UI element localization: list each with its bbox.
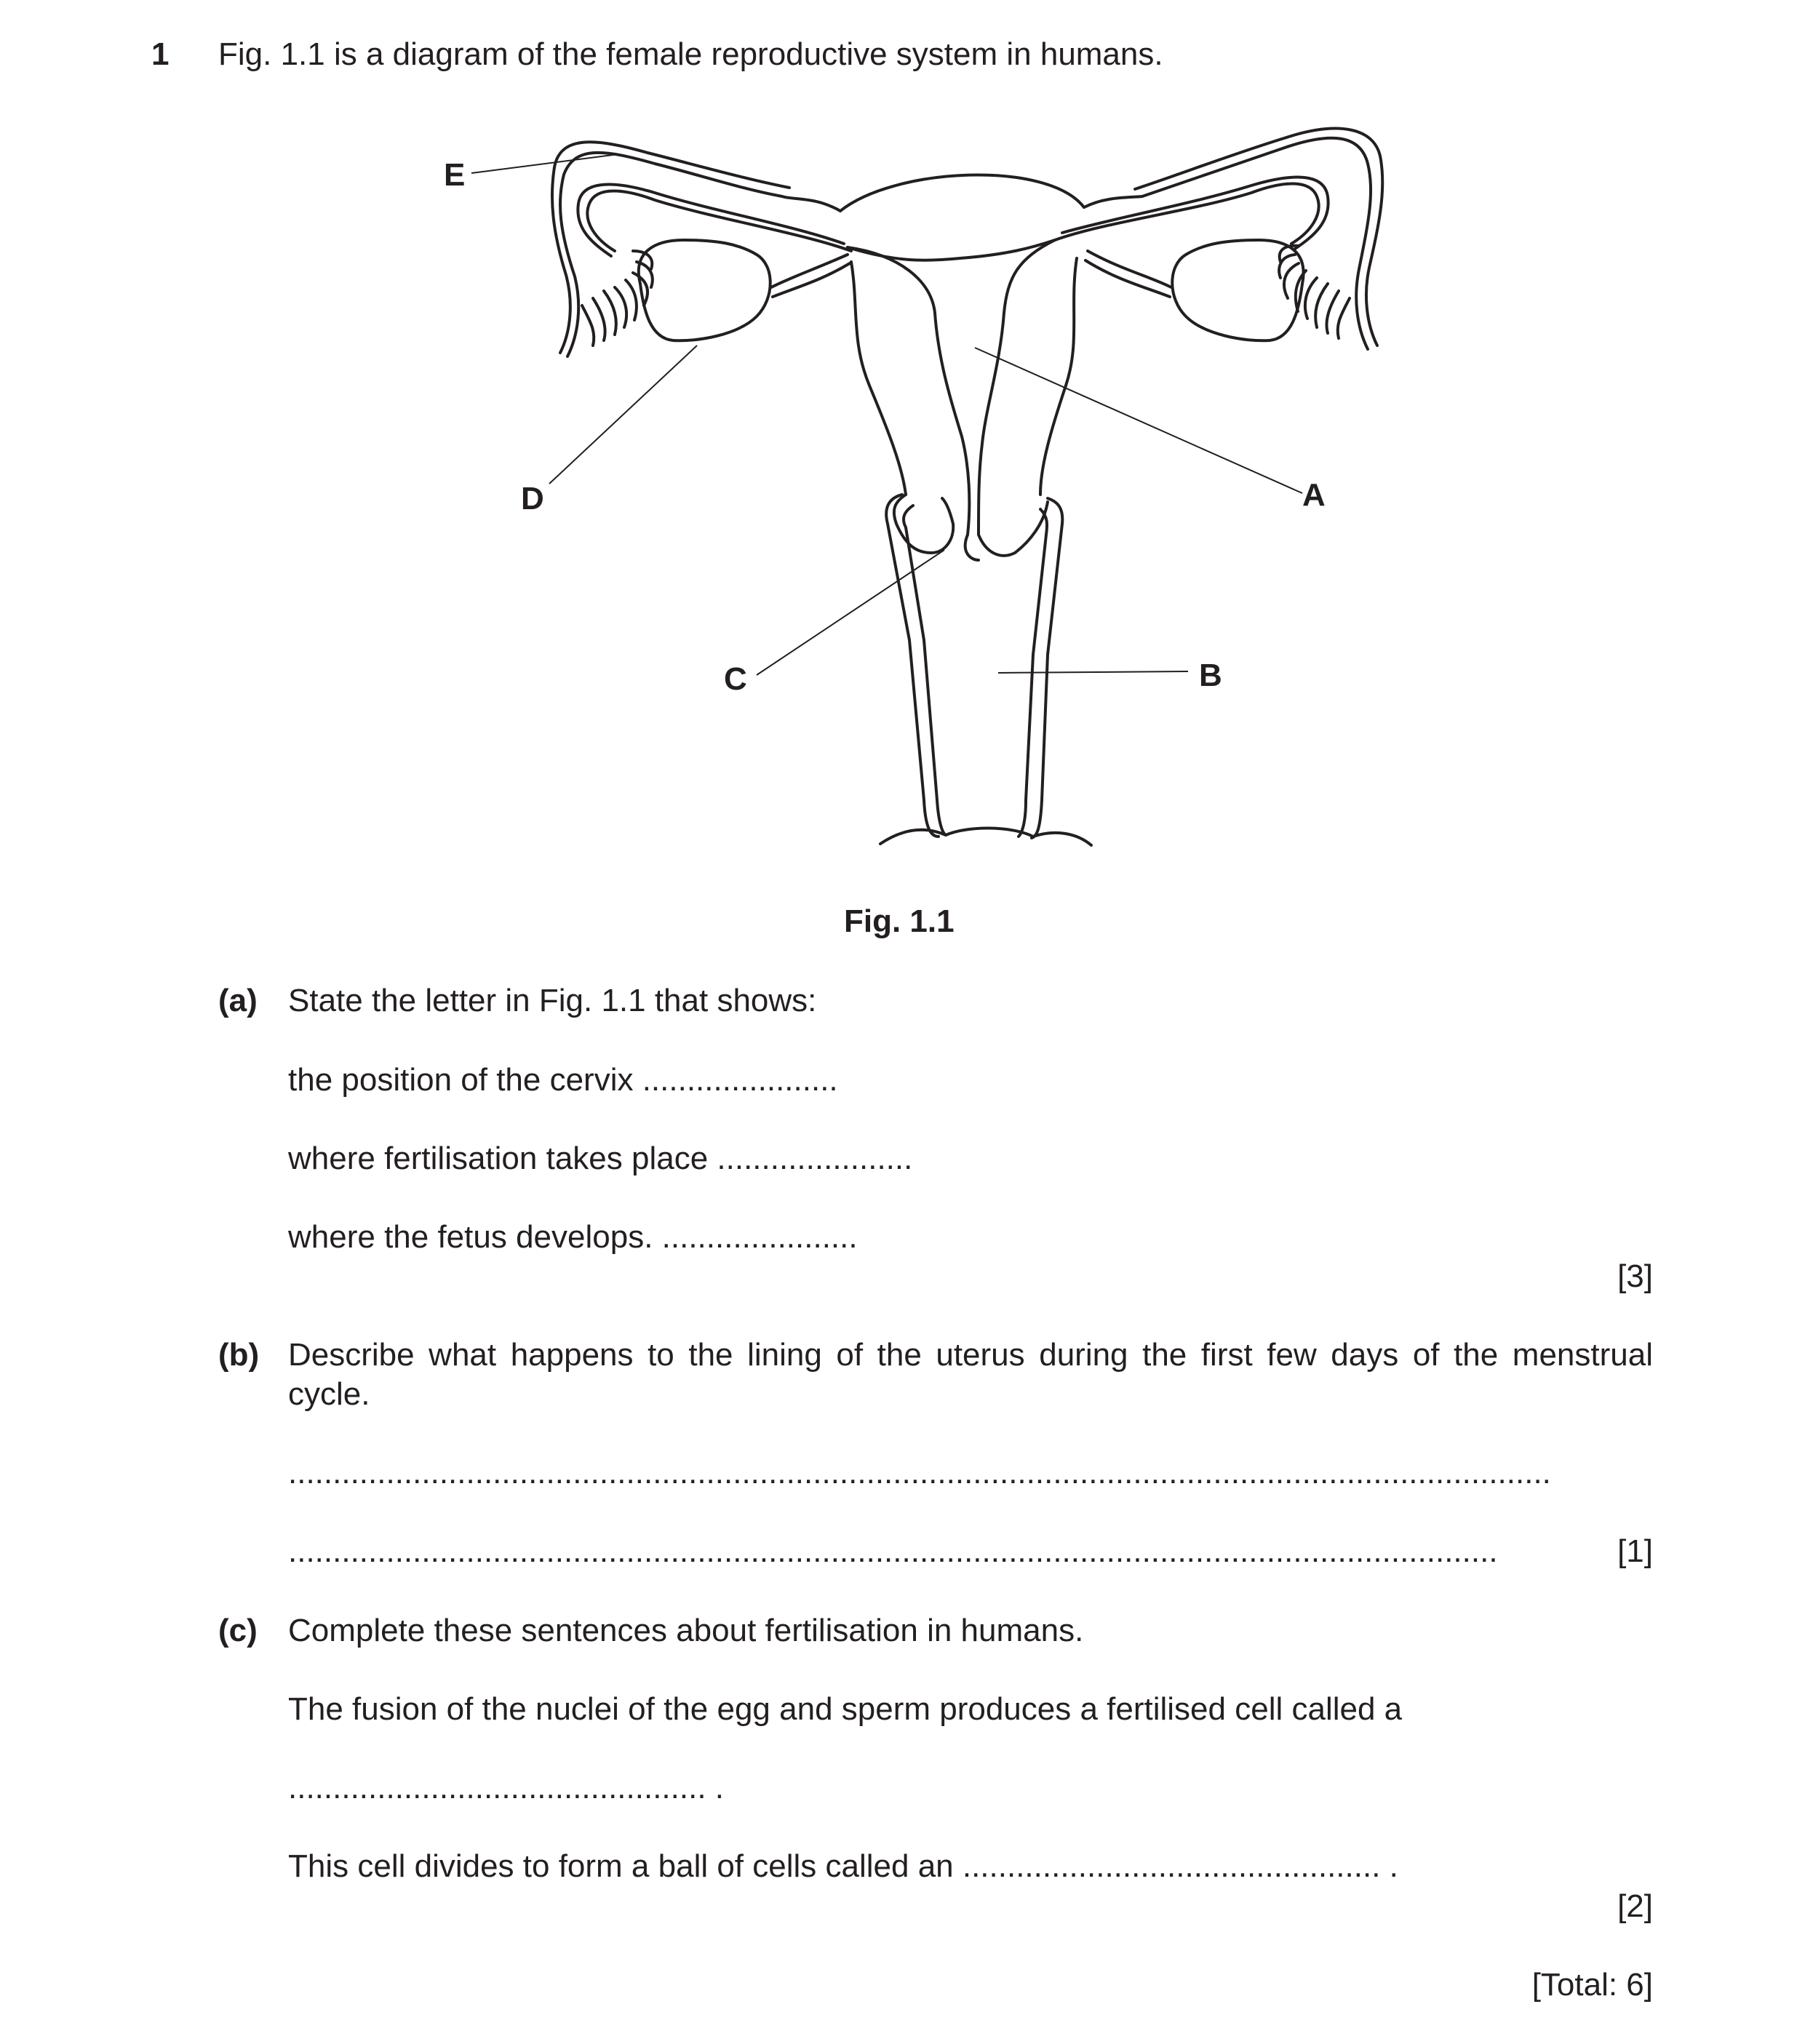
part-b-tag: (b): [218, 1337, 260, 1373]
leader-line-e: [471, 154, 618, 173]
uterus-outline: [782, 175, 1142, 845]
right-oviduct: [1055, 129, 1382, 349]
part-c-marks: [2]: [1617, 1888, 1653, 1924]
part-c-prompt: Complete these sentences about fertilisation in humans.: [288, 1613, 1084, 1648]
part-a-marks: [3]: [1617, 1258, 1653, 1294]
part-a-prompt: State the letter in Fig. 1.1 that shows:: [288, 983, 817, 1018]
part-c-sentence1: The fusion of the nuclei of the egg and sperm produces a fertilised cell called a: [288, 1691, 1403, 1727]
question-number: 1: [151, 36, 170, 72]
leader-line-b: [998, 671, 1188, 673]
part-c-blank1[interactable]: ............................................... .: [288, 1770, 725, 1805]
figure-caption: Fig. 1.1: [844, 903, 955, 939]
label-a: A: [1302, 477, 1326, 513]
right-ovary: [1085, 240, 1304, 340]
part-a-item-fetus: where the fetus develops. ......................: [288, 1219, 858, 1255]
female-reproductive-system-diagram: [429, 109, 1404, 866]
part-a-item-fertilisation: where fertilisation takes place ......................: [288, 1141, 913, 1176]
leader-line-d: [549, 346, 697, 484]
part-c-tag: (c): [218, 1613, 258, 1648]
part-c-sentence2: This cell divides to form a ball of cells called an ............................................... .: [288, 1848, 1398, 1884]
part-a-item-cervix: the position of the cervix ......................: [288, 1062, 838, 1098]
leader-line-c: [757, 550, 944, 675]
part-b-prompt-line1: Describe what happens to the lining of the uterus during the first few days of the menstrual: [288, 1337, 1653, 1373]
label-e: E: [444, 157, 466, 193]
part-b-prompt-line2: cycle.: [288, 1376, 370, 1412]
label-c: C: [724, 661, 747, 697]
part-b-marks: [1]: [1617, 1533, 1653, 1569]
label-b: B: [1199, 658, 1222, 693]
part-b-answer-line1[interactable]: ..............................................................................................................................................: [288, 1455, 1551, 1490]
leader-line-a: [975, 348, 1302, 493]
total-marks: [Total: 6]: [1531, 1967, 1653, 2003]
left-ovary: [639, 240, 850, 340]
question-intro: Fig. 1.1 is a diagram of the female reproductive system in humans.: [218, 36, 1163, 72]
part-a-tag: (a): [218, 983, 258, 1018]
left-oviduct: [552, 142, 851, 356]
label-d: D: [521, 481, 544, 516]
part-b-answer-line2[interactable]: ........................................................................................................................................: [288, 1533, 1498, 1569]
